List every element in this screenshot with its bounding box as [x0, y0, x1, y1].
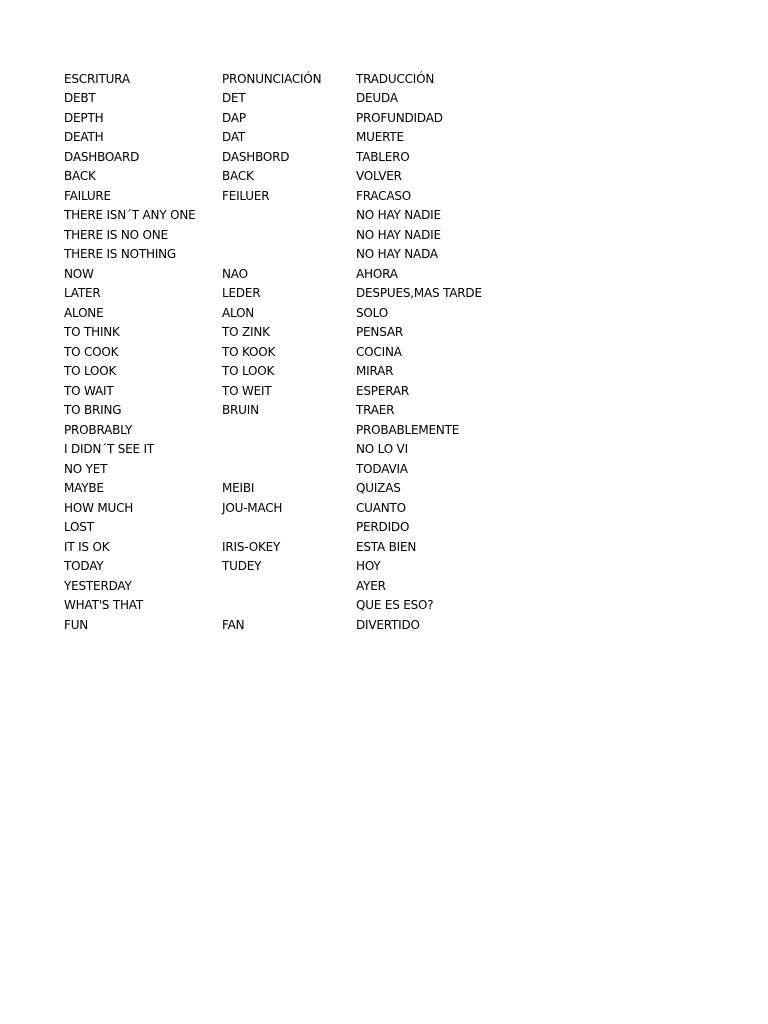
table-row: [64, 381, 556, 401]
table-row: [64, 401, 556, 421]
header-escritura: ESCRITURA: [64, 71, 130, 86]
cell-escritura: TO BRING: [64, 403, 122, 418]
table-row: [64, 108, 556, 128]
cell-escritura: IT IS OK: [64, 539, 110, 554]
table-row: [64, 596, 556, 616]
cell-traduccion: NO HAY NADIE: [356, 208, 441, 223]
cell-pronunciacion: DASHBORD: [222, 149, 290, 164]
cell-escritura: THERE IS NO ONE: [64, 227, 168, 242]
table-row: [64, 537, 556, 557]
table-row: [64, 518, 556, 538]
cell-pronunciacion: TO KOOK: [222, 344, 276, 359]
cell-escritura: FUN: [64, 617, 89, 632]
cell-pronunciacion: NAO: [222, 266, 248, 281]
cell-escritura: WHAT'S THAT: [64, 598, 143, 613]
cell-escritura: TO THINK: [64, 325, 120, 340]
cell-escritura: ALONE: [64, 305, 104, 320]
cell-pronunciacion: DAP: [222, 110, 246, 125]
cell-escritura: DASHBOARD: [64, 149, 140, 164]
cell-escritura: NOW: [64, 266, 94, 281]
cell-traduccion: PERDIDO: [356, 520, 410, 535]
table-row: [64, 323, 556, 343]
cell-escritura: MAYBE: [64, 481, 104, 496]
table-row: [64, 167, 556, 187]
cell-traduccion: TRAER: [356, 403, 395, 418]
cell-escritura: TO WAIT: [64, 383, 114, 398]
vocabulary-table: [64, 69, 556, 635]
cell-pronunciacion: BRUIN: [222, 403, 259, 418]
cell-traduccion: AYER: [356, 578, 386, 593]
cell-pronunciacion: TUDEY: [222, 559, 262, 574]
table-row: [64, 147, 556, 167]
cell-pronunciacion: DAT: [222, 130, 246, 145]
table-row: [64, 89, 556, 109]
cell-traduccion: PROBABLEMENTE: [356, 422, 460, 437]
cell-pronunciacion: IRIS-OKEY: [222, 539, 281, 554]
cell-escritura: THERE IS NOTHING: [64, 247, 177, 262]
table-row: [64, 186, 556, 206]
table-row: [64, 284, 556, 304]
cell-traduccion: QUIZAS: [356, 481, 401, 496]
cell-escritura: TO LOOK: [64, 364, 117, 379]
cell-traduccion: MIRAR: [356, 364, 394, 379]
cell-traduccion: DIVERTIDO: [356, 617, 420, 632]
table-row: [64, 362, 556, 382]
cell-traduccion: NO LO VI: [356, 442, 408, 457]
cell-escritura: FAILURE: [64, 188, 111, 203]
cell-escritura: LATER: [64, 286, 101, 301]
cell-traduccion: PROFUNDIDAD: [356, 110, 443, 125]
cell-escritura: HOW MUCH: [64, 500, 134, 515]
cell-traduccion: CUANTO: [356, 500, 406, 515]
cell-escritura: LOST: [64, 520, 94, 535]
header-row: [64, 69, 556, 89]
cell-pronunciacion: JOU-MACH: [222, 500, 283, 515]
cell-escritura: TODAY: [64, 559, 104, 574]
table-row: [64, 576, 556, 596]
cell-traduccion: COCINA: [356, 344, 402, 359]
table-row: [64, 420, 556, 440]
table-row: [64, 264, 556, 284]
table-body: [64, 89, 556, 635]
cell-traduccion: AHORA: [356, 266, 398, 281]
header-traduccion: TRADUCCIÓN: [356, 71, 435, 86]
cell-pronunciacion: MEIBI: [222, 481, 255, 496]
table-row: [64, 479, 556, 499]
cell-pronunciacion: FEILUER: [222, 188, 270, 203]
cell-traduccion: ESTA BIEN: [356, 539, 417, 554]
cell-traduccion: QUE ES ESO?: [356, 598, 434, 613]
cell-escritura: NO YET: [64, 461, 108, 476]
cell-escritura: DEBT: [64, 91, 96, 106]
cell-traduccion: ESPERAR: [356, 383, 410, 398]
cell-escritura: PROBRABLY: [64, 422, 133, 437]
cell-traduccion: TODAVIA: [356, 461, 408, 476]
cell-traduccion: TABLERO: [356, 149, 410, 164]
cell-pronunciacion: DET: [222, 91, 246, 106]
header-pronunciacion: PRONUNCIACIÓN: [222, 71, 322, 86]
table-row: [64, 245, 556, 265]
cell-pronunciacion: TO ZINK: [222, 325, 270, 340]
table-row: [64, 557, 556, 577]
cell-traduccion: MUERTE: [356, 130, 404, 145]
table-row: [64, 615, 556, 635]
table-row: [64, 498, 556, 518]
cell-escritura: DEATH: [64, 130, 104, 145]
table-row: [64, 342, 556, 362]
cell-escritura: THERE ISN´T ANY ONE: [64, 208, 196, 223]
cell-escritura: I DIDN´T SEE IT: [64, 442, 154, 457]
cell-traduccion: PENSAR: [356, 325, 403, 340]
cell-escritura: BACK: [64, 169, 96, 184]
cell-traduccion: NO HAY NADA: [356, 247, 438, 262]
table-row: [64, 128, 556, 148]
cell-pronunciacion: TO WEIT: [222, 383, 272, 398]
cell-pronunciacion: FAN: [222, 617, 245, 632]
table-row: [64, 206, 556, 226]
cell-pronunciacion: ALON: [222, 305, 255, 320]
cell-traduccion: VOLVER: [356, 169, 402, 184]
cell-traduccion: FRACASO: [356, 188, 412, 203]
table-row: [64, 459, 556, 479]
cell-traduccion: NO HAY NADIE: [356, 227, 441, 242]
table-row: [64, 303, 556, 323]
cell-escritura: DEPTH: [64, 110, 104, 125]
table-row: [64, 225, 556, 245]
cell-traduccion: DEUDA: [356, 91, 398, 106]
cell-escritura: TO COOK: [64, 344, 119, 359]
cell-traduccion: DESPUES,MAS TARDE: [356, 286, 482, 301]
cell-traduccion: SOLO: [356, 305, 388, 320]
cell-pronunciacion: TO LOOK: [222, 364, 275, 379]
cell-escritura: YESTERDAY: [64, 578, 132, 593]
cell-pronunciacion: LEDER: [222, 286, 261, 301]
table-row: [64, 440, 556, 460]
cell-pronunciacion: BACK: [222, 169, 254, 184]
cell-traduccion: HOY: [356, 559, 381, 574]
